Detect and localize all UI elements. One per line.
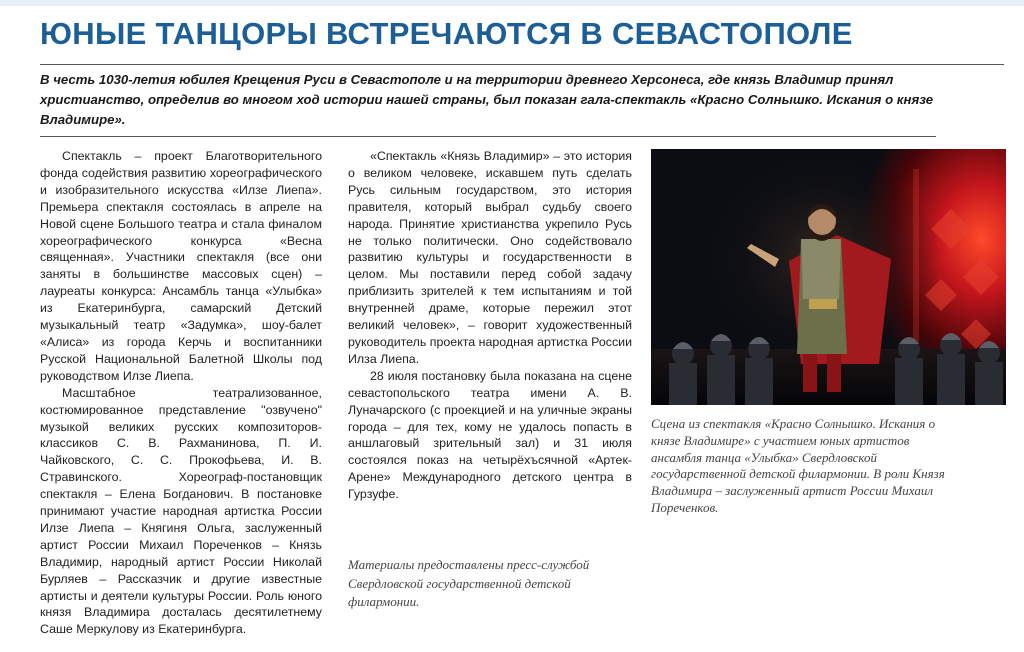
article-title: ЮНЫЕ ТАНЦОРЫ ВСТРЕЧАЮТСЯ В СЕВАСТОПОЛЕ: [40, 16, 853, 51]
lead-divider: [40, 136, 936, 137]
stage-photo: [651, 149, 1006, 405]
column-1-paragraph-1: Спектакль – проект Благотворительного фонда содействия развитию хореографического и изобразительного искусства «Илзе Лиепа». Премьера спектакля состоялась в апреле на Новой сцене Большого театра и стала финалом хореографического конкурса «Весна священная». Участники спектакля (все они заняты в большинстве массовых сцен) – лауреаты конкурса: Ансамбль танца «Улыбка» из Екатеринбурга, самарский Детский музыкальный театр «Задумка», шоу-балет «Алиса» из города Керчь и воспитанники Русской Национальной Балетной Школы под руководством Илзе Лиепа.: [40, 149, 322, 383]
stage-scene-illustration: [651, 149, 1006, 405]
column-2-paragraph-2: 28 июля постановку была показана на сцене севастопольского театра имени А. В. Луначарского (с проекцией и на уличные экраны города – для тех, кому не удалось попасть в аншлаговый зрительный зал) и 31 июля состоялся показ на четырёхъсячной «Артек-Арене» Международного детского центра в Гурзуфе.: [348, 368, 632, 502]
article-column-1: [40, 148, 322, 638]
article-column-2: [348, 148, 632, 503]
press-credit: Материалы предоставлены пресс-службой Свердловской государственной детской филармонии.: [348, 557, 590, 609]
page-top-strip: [0, 0, 1024, 6]
article-lead: В честь 1030-летия юбилея Крещения Руси в Севастополе и на территории древнего Херсонеса, где князь Владимир принял христианство, определив во многом ход истории нашей страны, был показан гала-спектакль «Красно Солнышко. Искания о князе Владимире».: [40, 72, 934, 127]
title-divider: [40, 64, 1004, 65]
photo-caption: Сцена из спектакля «Красно Солнышко. Искания о князе Владимире» с участием юных артистов ансамбля танца «Улыбка» Свердловской государственной детской филармонии. В роли Князя Владимира – заслуженный артист России Михаил Пореченков.: [651, 416, 945, 515]
column-2-paragraph-1: «Спектакль «Князь Владимир» – это история о великом человеке, искавшем путь сделать Русь сильным государством, это история правителя, который выбрал судьбу своего народа. Принятие христианства укрепило Русь не только политически. Оно содействовало развитию культуры и государственности в целом. Мы поставили перед собой задачу приблизить зрителей к тем испытаниям и той внутренней драме, которые пережил этот великий человек», – говорит художественный руководитель проекта народная артистка России Илза Лиепа.: [348, 149, 632, 366]
column-1-paragraph-2: Масштабное театрализованное, костюмированное представление "озвучено" музыкой великих русских композиторов-классиков С. В. Рахманинова, П. И. Чайковского, С. С. Прокофьева, И. В. Стравинского. Хореограф-постановщик спектакля – Елена Богданович. В постановке принимают участие народная артистка России Илзе Лиепа – Княгиня Ольга, заслуженный артист России Михаил Пореченков – Князь Владимир, народный артист России Николай Бурляев – Рассказчик и другие известные артисты и деятели культуры России. Роль юного князя Владимира досталась десятилетнему Саше Меркулову из Екатеринбурга.: [40, 385, 322, 637]
